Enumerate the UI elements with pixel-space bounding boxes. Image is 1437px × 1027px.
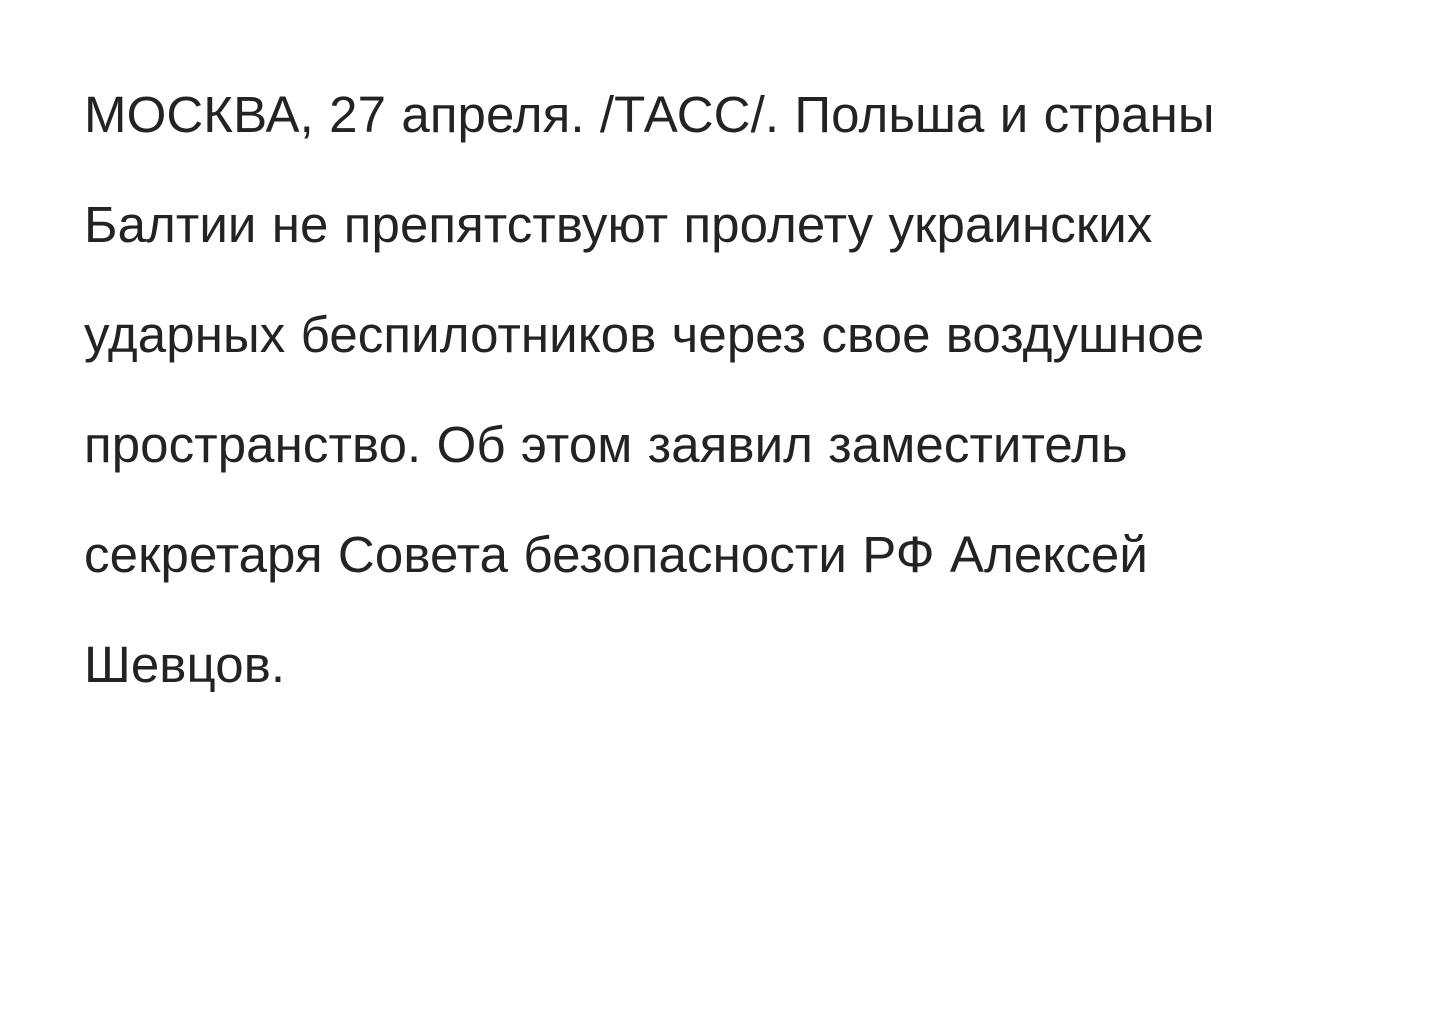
article-paragraph: МОСКВА, 27 апреля. /ТАСС/. Польша и страны Балтии не препятствуют пролету украинских ударных беспилотников через свое воздушное пространство. Об этом заявил заместитель секретаря Совета безопасности РФ Алексей Шевцов.: [84, 86, 1215, 693]
article-body: [84, 60, 1317, 720]
